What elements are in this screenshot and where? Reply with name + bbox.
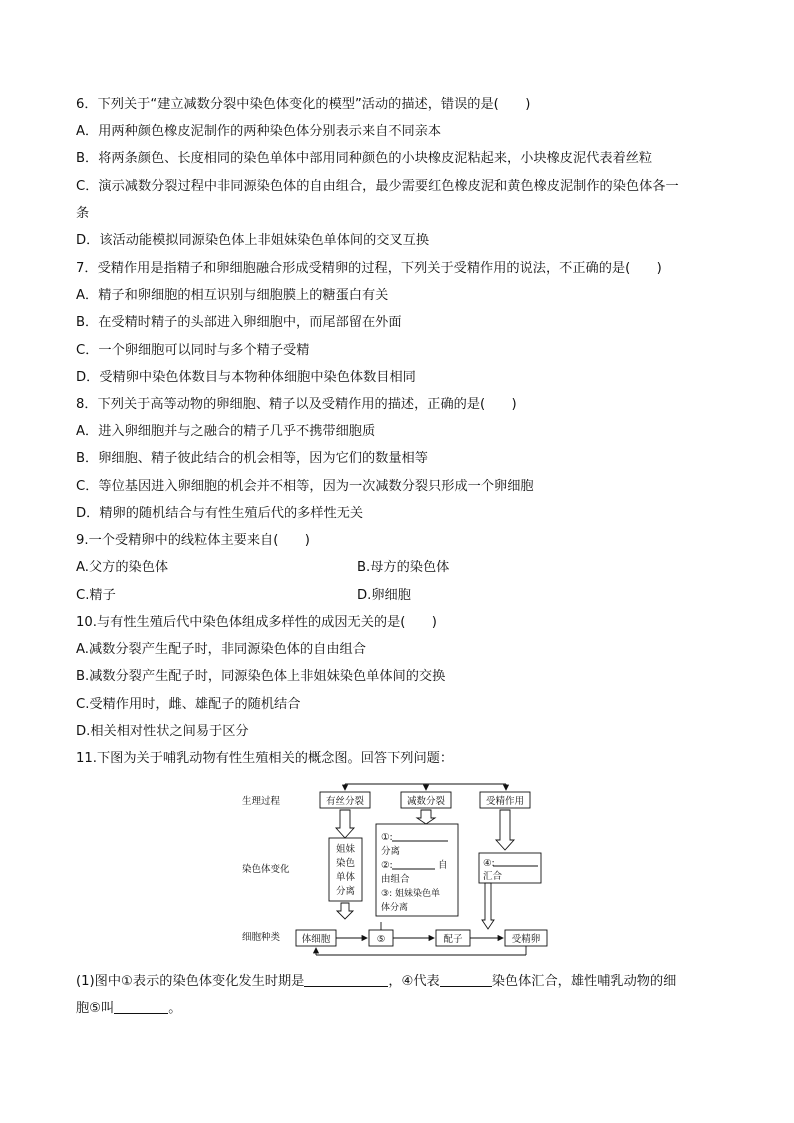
q10-option-a: A.减数分裂产生配子时，非同源染色体的自由组合 <box>76 642 366 657</box>
answer-blank-2[interactable] <box>440 972 492 987</box>
q6-option-b: B．将两条颜色、长度相同的染色单体中部用同种颜色的小块橡皮泥粘起来，小块橡皮泥代表着丝粒 <box>76 151 653 166</box>
process-fertilization: 受精作用 <box>485 796 525 807</box>
q10-option-c: C.受精作用时，雌、雄配子的随机结合 <box>76 697 301 712</box>
q9-option-b: B.母方的染色体 <box>357 560 450 575</box>
q9-option-d: D.卵细胞 <box>357 588 411 603</box>
q11-sub1-line2-start: 胞⑤叫 <box>76 1001 115 1016</box>
fertilization-change-1: ④: <box>483 858 495 869</box>
fertilization-change-2: 汇合 <box>483 871 503 882</box>
mitosis-change-1: 姐妹 <box>335 844 356 855</box>
q11-sub1-line2 <box>76 999 181 1018</box>
process-mitosis: 有丝分裂 <box>325 796 365 807</box>
process-meiosis: 减数分裂 <box>406 796 446 807</box>
label-chromosome-change: 染色体变化 <box>242 864 290 875</box>
q7-option-a: A．精子和卵细胞的相互识别与细胞膜上的糖蛋白有关 <box>76 288 389 303</box>
q11-sub1-part1: (1)图中①表示的染色体变化发生时期是 <box>76 974 305 989</box>
concept-diagram <box>240 780 570 958</box>
q11-sub1-part3: 染色体汇合，雄性哺乳动物的细 <box>491 974 677 989</box>
q8-option-b: B．卵细胞、精子彼此结合的机会相等，因为它们的数量相等 <box>76 451 428 466</box>
q6-option-c-cont: 条 <box>76 206 90 221</box>
q7-option-b: B．在受精时精子的头部进入卵细胞中，而尾部留在外面 <box>76 315 402 330</box>
meiosis-change-2c: 由组合 <box>381 874 410 885</box>
label-process: 生理过程 <box>242 796 281 807</box>
meiosis-change-1: ①: <box>381 832 393 843</box>
q8-option-a: A．进入卵细胞并与之融合的精子几乎不携带细胞质 <box>76 424 376 439</box>
answer-blank-1[interactable] <box>304 972 388 987</box>
q10-option-d: D.相关相对性状之间易于区分 <box>76 724 249 739</box>
q6-stem: 6．下列关于“建立减数分裂中染色体变化的模型”活动的描述，错误的是( ) <box>76 97 531 112</box>
q7-option-c: C．一个卵细胞可以同时与多个精子受精 <box>76 343 310 358</box>
q11-sub1-line2-end: 。 <box>168 1001 182 1016</box>
q8-option-d: D．精卵的随机结合与有性生殖后代的多样性无关 <box>76 506 364 521</box>
q6-option-d: D．该活动能模拟同源染色体上非姐妹染色单体间的交叉互换 <box>76 233 430 248</box>
label-cell-type: 细胞种类 <box>242 932 281 943</box>
q6-option-c: C．演示减数分裂过程中非同源染色体的自由组合，最少需要红色橡皮泥和黄色橡皮泥制作的染色体各一 <box>76 179 679 194</box>
q9-stem: 9.一个受精卵中的线粒体主要来自( ) <box>76 533 310 548</box>
q9-option-c: C.精子 <box>76 588 116 603</box>
q8-option-c: C．等位基因进入卵细胞的机会并不相等，因为一次减数分裂只形成一个卵细胞 <box>76 479 534 494</box>
q6-option-a: A．用两种颜色橡皮泥制作的两种染色体分别表示来自不同亲本 <box>76 124 442 139</box>
cell-gamete: 配子 <box>443 934 463 945</box>
meiosis-change-3b: 体分离 <box>381 903 409 913</box>
q11-sub1-part2: ，④代表 <box>388 974 440 989</box>
q7-stem: 7．受精作用是指精子和卵细胞融合形成受精卵的过程，下列关于受精作用的说法，不正确的是( ) <box>76 261 662 276</box>
mitosis-change-3: 单体 <box>335 872 356 883</box>
meiosis-change-3: ③: 姐妹染色单 <box>381 889 440 899</box>
meiosis-change-2: ②: <box>381 860 393 871</box>
cell-5: ⑤ <box>376 934 386 945</box>
q9-option-a: A.父方的染色体 <box>76 560 169 575</box>
mitosis-change-4: 分离 <box>335 886 356 897</box>
answer-blank-3[interactable] <box>114 999 168 1014</box>
q11-stem: 11.下图为关于哺乳动物有性生殖相关的概念图。回答下列问题： <box>76 751 454 766</box>
meiosis-change-2b: 自 <box>438 860 448 871</box>
q10-stem: 10.与有性生殖后代中染色体组成多样性的成因无关的是( ) <box>76 615 437 630</box>
cell-zygote: 受精卵 <box>511 934 541 945</box>
q11-sub1-line1 <box>76 972 676 991</box>
q10-option-b: B.减数分裂产生配子时，同源染色体上非姐妹染色单体间的交换 <box>76 669 446 684</box>
q7-option-d: D．受精卵中染色体数目与本物种体细胞中染色体数目相同 <box>76 370 416 385</box>
mitosis-change-2: 染色 <box>335 858 356 869</box>
meiosis-change-1b: 分离 <box>381 846 401 857</box>
cell-somatic: 体细胞 <box>301 934 331 945</box>
q8-stem: 8．下列关于高等动物的卵细胞、精子以及受精作用的描述，正确的是( ) <box>76 397 517 412</box>
